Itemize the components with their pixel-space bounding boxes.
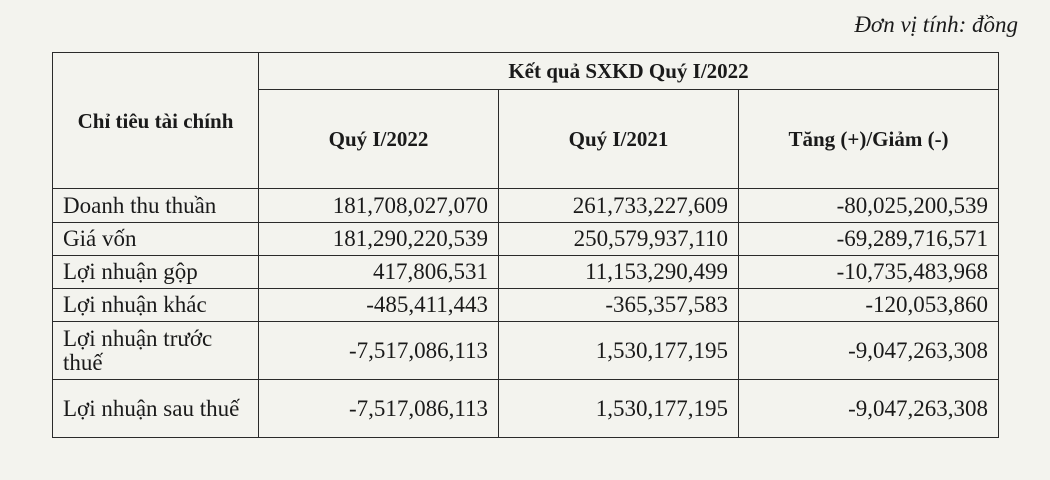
cell-q1-2022: 181,708,027,070: [259, 189, 499, 223]
table-row: [53, 380, 999, 438]
cell-q1-2022: 417,806,531: [259, 256, 499, 289]
row-label: Lợi nhuận gộp: [53, 256, 259, 289]
cell-q1-2022: -7,517,086,113: [259, 322, 499, 380]
cell-q1-2021: 1,530,177,195: [499, 380, 739, 438]
row-label: Lợi nhuận trước thuế: [53, 322, 259, 380]
cell-change: -9,047,263,308: [739, 380, 999, 438]
cell-q1-2021: 11,153,290,499: [499, 256, 739, 289]
row-label: Giá vốn: [53, 223, 259, 256]
cell-q1-2022: 181,290,220,539: [259, 223, 499, 256]
row-header-cell: Chỉ tiêu tài chính: [53, 53, 259, 189]
table-row: [53, 189, 999, 223]
table-row: [53, 256, 999, 289]
unit-note: Đơn vị tính: đồng: [854, 12, 1018, 37]
cell-change: -69,289,716,571: [739, 223, 999, 256]
table-row: [53, 322, 999, 380]
cell-q1-2021: 1,530,177,195: [499, 322, 739, 380]
cell-q1-2021: 261,733,227,609: [499, 189, 739, 223]
header-row-group: [53, 53, 999, 90]
row-label: Lợi nhuận khác: [53, 289, 259, 322]
cell-change: -9,047,263,308: [739, 322, 999, 380]
financial-results-table: [52, 52, 999, 438]
group-header-cell: Kết quả SXKD Quý I/2022: [259, 53, 999, 90]
cell-change: -80,025,200,539: [739, 189, 999, 223]
column-header-change: Tăng (+)/Giảm (-): [739, 90, 999, 189]
row-label: Lợi nhuận sau thuế: [53, 380, 259, 438]
row-label: Doanh thu thuần: [53, 189, 259, 223]
column-header-q1-2022: Quý I/2022: [259, 90, 499, 189]
cell-change: -120,053,860: [739, 289, 999, 322]
cell-q1-2022: -7,517,086,113: [259, 380, 499, 438]
cell-change: -10,735,483,968: [739, 256, 999, 289]
cell-q1-2022: -485,411,443: [259, 289, 499, 322]
table-row: [53, 289, 999, 322]
cell-q1-2021: -365,357,583: [499, 289, 739, 322]
cell-q1-2021: 250,579,937,110: [499, 223, 739, 256]
column-header-q1-2021: Quý I/2021: [499, 90, 739, 189]
table-row: [53, 223, 999, 256]
